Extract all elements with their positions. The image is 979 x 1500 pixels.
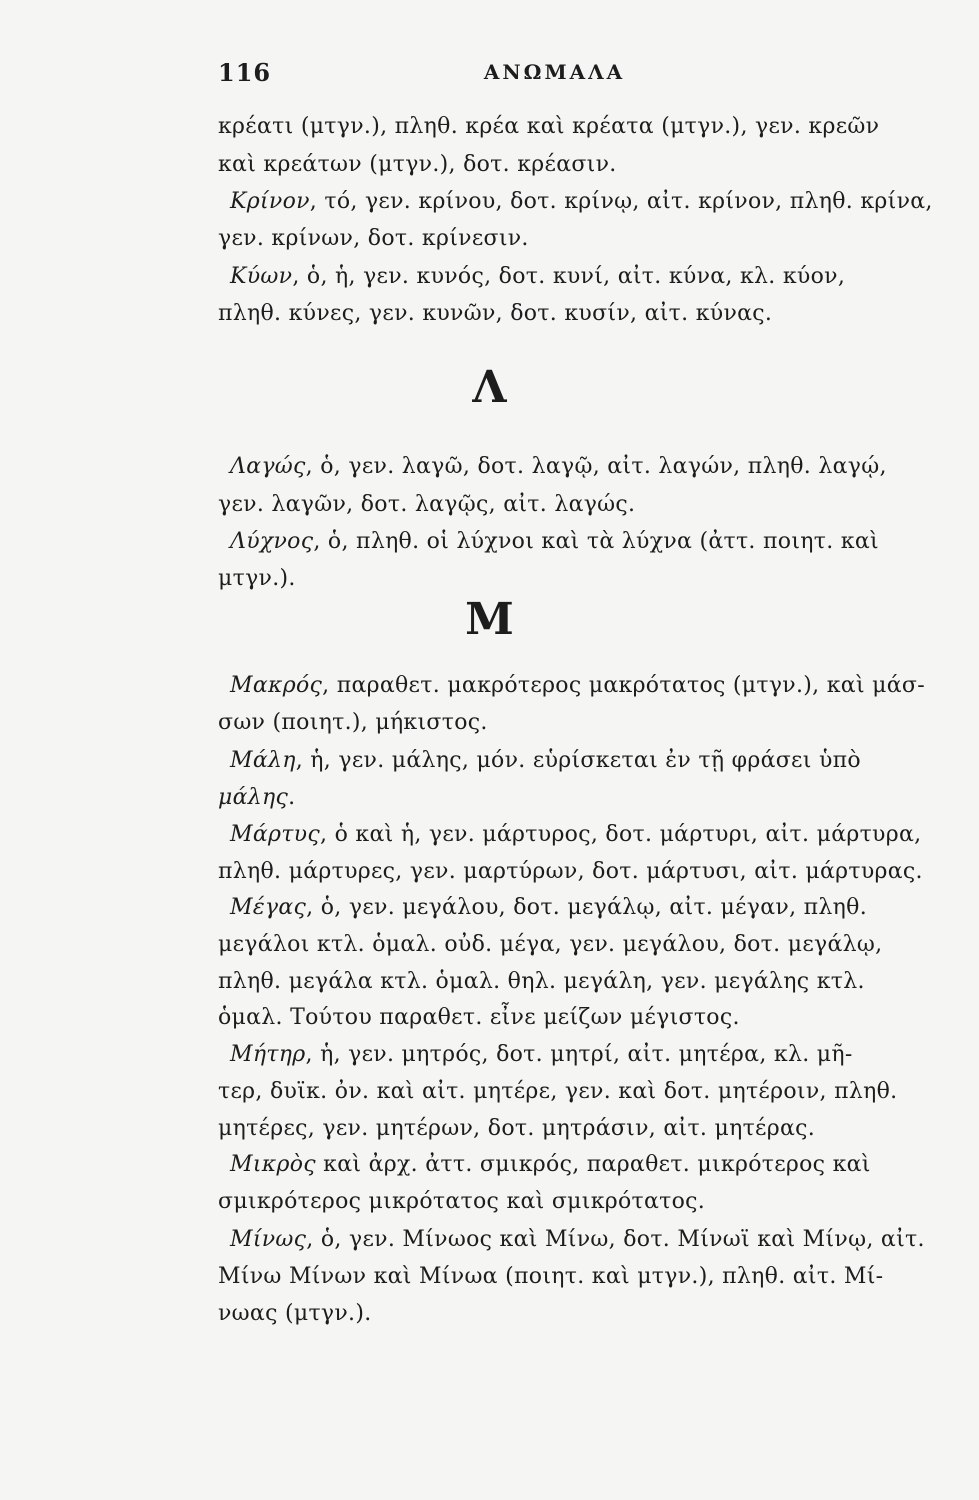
headword: Μάρτυς — [230, 822, 320, 847]
text-line: κρέατι (μτγν.), πληθ. κρέα καὶ κρέατα (μτγν.), γεν. κρεῶν — [218, 114, 880, 139]
entry-mikros: Μικρὸς καὶ ἀρχ. ἀττ. σμικρός, παραθετ. μικρότερος καὶ — [230, 1152, 871, 1177]
headword: Μέγας — [230, 895, 307, 920]
text-line: νωας (μτγν.). — [218, 1301, 372, 1326]
entry-kyon: Κύων, ὁ, ἡ, γεν. κυνός, δοτ. κυνί, αἰτ. κύνα, κλ. κύον, — [230, 264, 846, 289]
text-line: πληθ. κύνες, γεν. κυνῶν, δοτ. κυσίν, αἰτ. κύνας. — [218, 301, 773, 326]
entry-megas: Μέγας, ὁ, γεν. μεγάλου, δοτ. μεγάλῳ, αἰτ. μέγαν, πληθ. — [230, 895, 867, 920]
text-line: Μίνω Μίνων καὶ Μίνωα (ποιητ. καὶ μτγν.), πληθ. αἰτ. Μί- — [218, 1264, 884, 1289]
entry-meter: Μήτηρ, ἡ, γεν. μητρός, δοτ. μητρί, αἰτ. μητέρα, κλ. μῆ- — [230, 1042, 853, 1067]
entry-lychnos: Λύχνος, ὁ, πληθ. οἱ λύχνοι καὶ τὰ λύχνα (ἀττ. ποιητ. καὶ — [230, 529, 879, 554]
section-letter-lambda: Λ — [472, 362, 507, 413]
text-line: μάλης. — [218, 785, 296, 810]
entry-minos: Μίνως, ὁ, γεν. Μίνωος καὶ Μίνω, δοτ. Μίνωϊ καὶ Μίνῳ, αἰτ. — [230, 1227, 925, 1252]
text-line: μτγν.). — [218, 566, 296, 591]
text-line: καὶ κρεάτων (μτγν.), δοτ. κρέασιν. — [218, 152, 617, 177]
headword: Μήτηρ — [230, 1042, 306, 1067]
text-line: μεγάλοι κτλ. ὁμαλ. οὐδ. μέγα, γεν. μεγάλου, δοτ. μεγάλῳ, — [218, 932, 883, 957]
headword: Μάλη — [230, 748, 296, 773]
entry-martys: Μάρτυς, ὁ καὶ ἡ, γεν. μάρτυρος, δοτ. μάρτυρι, αἰτ. μάρτυρα, — [230, 822, 922, 847]
headword: Μακρός — [230, 673, 323, 698]
section-letter-mu: Μ — [465, 594, 514, 645]
entry-makros: Μακρός, παραθετ. μακρότερος μακρότατος (μτγν.), καὶ μάσ- — [230, 673, 925, 698]
headword: Μίνως — [230, 1227, 307, 1252]
running-title: ΑΝΩΜΑΛΑ — [483, 60, 626, 84]
text-line: μητέρες, γεν. μητέρων, δοτ. μητράσιν, αἰτ. μητέρας. — [218, 1116, 816, 1141]
headword: Κύων — [230, 264, 293, 289]
headword: Λύχνος — [230, 529, 314, 554]
entry-male: Μάλη, ἡ, γεν. μάλης, μόν. εὑρίσκεται ἐν τῇ φράσει ὑπὸ — [230, 748, 861, 773]
entry-lagos: Λαγώς, ὁ, γεν. λαγῶ, δοτ. λαγῷ, αἰτ. λαγών, πληθ. λαγῴ, — [230, 454, 887, 479]
text-line: πληθ. μάρτυρες, γεν. μαρτύρων, δοτ. μάρτυσι, αἰτ. μάρτυρας. — [218, 859, 923, 884]
text-line: πληθ. μεγάλα κτλ. ὁμαλ. θηλ. μεγάλη, γεν. μεγάλης κτλ. — [218, 969, 865, 994]
entry-krinon: Κρίνον, τό, γεν. κρίνου, δοτ. κρίνῳ, αἰτ. κρίνον, πληθ. κρίνα, — [230, 189, 933, 214]
headword: Λαγώς — [230, 454, 306, 479]
page-number: 116 — [218, 58, 272, 87]
headword: Μικρὸς — [230, 1152, 316, 1177]
text-line: ὁμαλ. Τούτου παραθετ. εἶνε μείζων μέγιστος. — [218, 1005, 740, 1030]
text-line: γεν. κρίνων, δοτ. κρίνεσιν. — [218, 226, 529, 251]
headword: Κρίνον — [230, 189, 310, 214]
text-line: σμικρότερος μικρότατος καὶ σμικρότατος. — [218, 1189, 706, 1214]
page-header — [218, 58, 891, 94]
text-line: σων (ποιητ.), μήκιστος. — [218, 710, 488, 735]
text-line: γεν. λαγῶν, δοτ. λαγῷς, αἰτ. λαγώς. — [218, 492, 636, 517]
text-line: τερ, δυϊκ. ὀν. καὶ αἰτ. μητέρε, γεν. καὶ δοτ. μητέροιν, πληθ. — [218, 1079, 898, 1104]
